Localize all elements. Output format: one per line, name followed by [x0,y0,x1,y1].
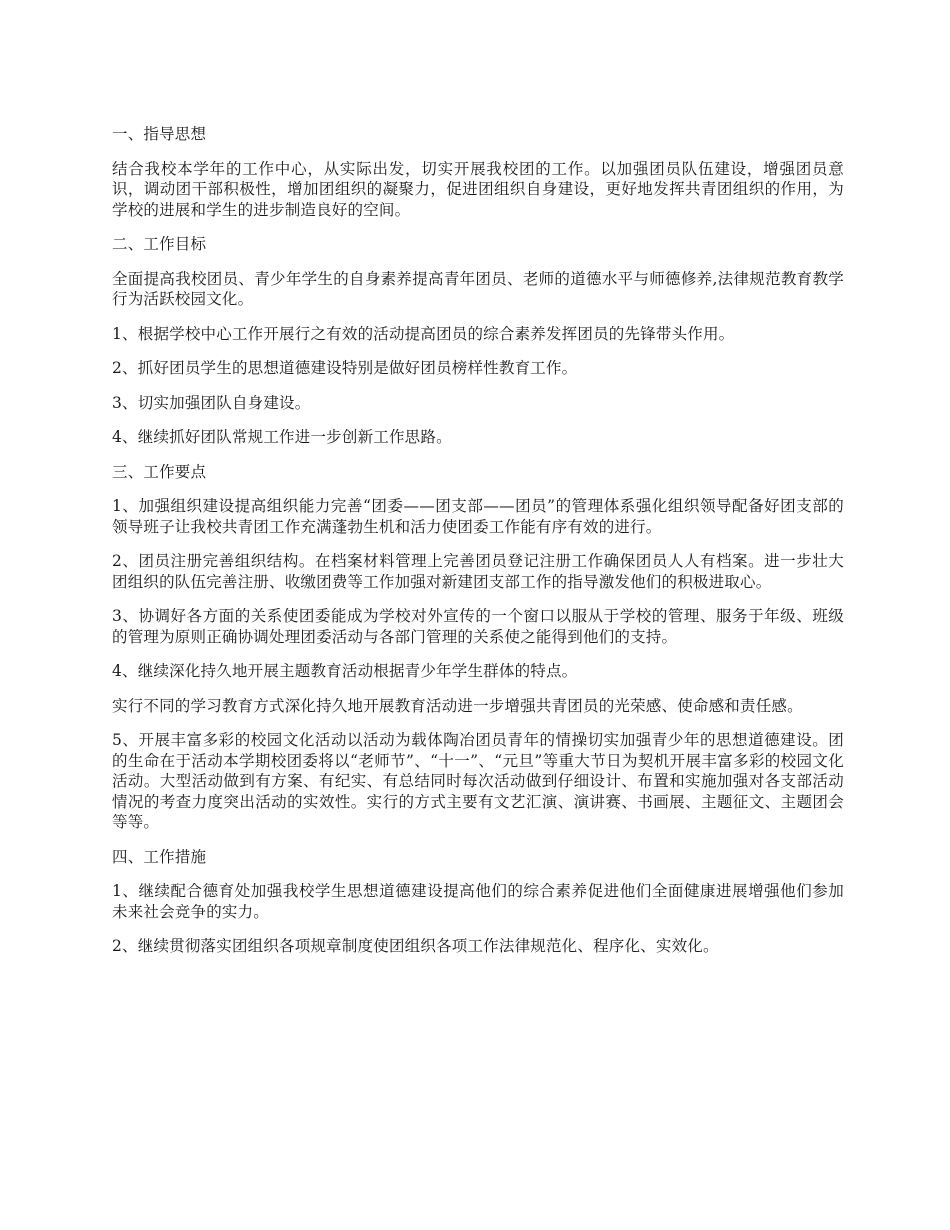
section-heading-work-points: 三、工作要点 [112,462,207,481]
paragraph: 结合我校本学年的工作中心，从实际出发，切实开展我校团的工作。以加强团员队伍建设，增强团员意识，调动团干部积极性，增加团组织的凝聚力，促进团组织自身建设，更好地发挥共青团组织的作用，为学校的进展和学生的进步制造良好的空间。 [112,159,844,219]
paragraph: 4、继续抓好团队常规工作进一步创新工作思路。 [112,428,452,446]
paragraph: 全面提高我校团员、青少年学生的自身素养提高青年团员、老师的道德水平与师德修养,法律规范教育教学行为活跃校园文化。 [112,269,844,308]
section-heading-guiding-ideology: 一、指导思想 [112,125,207,143]
paragraph: 3、切实加强团队自身建设。 [112,393,311,412]
section-heading-work-measures: 四、工作措施 [112,847,207,866]
paragraph: 2、继续贯彻落实团组织各项规章制度使团组织各项工作法律规范化、程序化、实效化。 [112,937,719,955]
paragraph: 5、开展丰富多彩的校园文化活动以活动为载体陶冶团员青年的情操切实加强青少年的思想道德建设。团的生命在于活动本学期校团委将以“老师节”、“十一”、“元旦”等重大节日为契机开展丰富多彩的校园文化活动。大型活动做到有方案、有纪实、有总结同时每次活动做到仔细设计、布置和实施加强对各支部活动情况的考查力度突出活动的实效性。实行的方式主要有文艺汇演、演讲赛、书画展、主题征文、主题团会等等。 [112,731,844,831]
paragraph: 1、继续配合德育处加强我校学生思想道德建设提高他们的综合素养促进他们全面健康进展增强他们参加未来社会竞争的实力。 [112,882,844,921]
paragraph: 2、抓好团员学生的思想道德建设特别是做好团员榜样性教育工作。 [112,359,578,377]
paragraph: 4、继续深化持久地开展主题教育活动根据青少年学生群体的特点。 [112,662,578,680]
section-heading-work-goals: 二、工作目标 [112,235,207,253]
paragraph: 1、加强组织建设提高组织能力完善“团委——团支部——团员”的管理体系强化组织领导配备好团支部的领导班子让我校共青团工作充满蓬勃生机和活力使团委工作能有序有效的进行。 [112,497,844,536]
paragraph: 2、团员注册完善组织结构。在档案材料管理上完善团员登记注册工作确保团员人人有档案。进一步壮大团组织的队伍完善注册、收缴团费等工作加强对新建团支部工作的指导激发他们的积极进取心。 [112,552,844,591]
paragraph: 3、协调好各方面的关系使团委能成为学校对外宣传的一个窗口以服从于学校的管理、服务于年级、班级的管理为原则正确协调处理团委活动与各部门管理的关系使之能得到他们的支持。 [112,607,844,646]
document-page [112,124,844,971]
paragraph: 实行不同的学习教育方式深化持久地开展教育活动进一步增强共青团员的光荣感、使命感和责任感。 [112,696,803,715]
paragraph: 1、根据学校中心工作开展行之有效的活动提高团员的综合素养发挥团员的先锋带头作用。 [112,324,735,343]
